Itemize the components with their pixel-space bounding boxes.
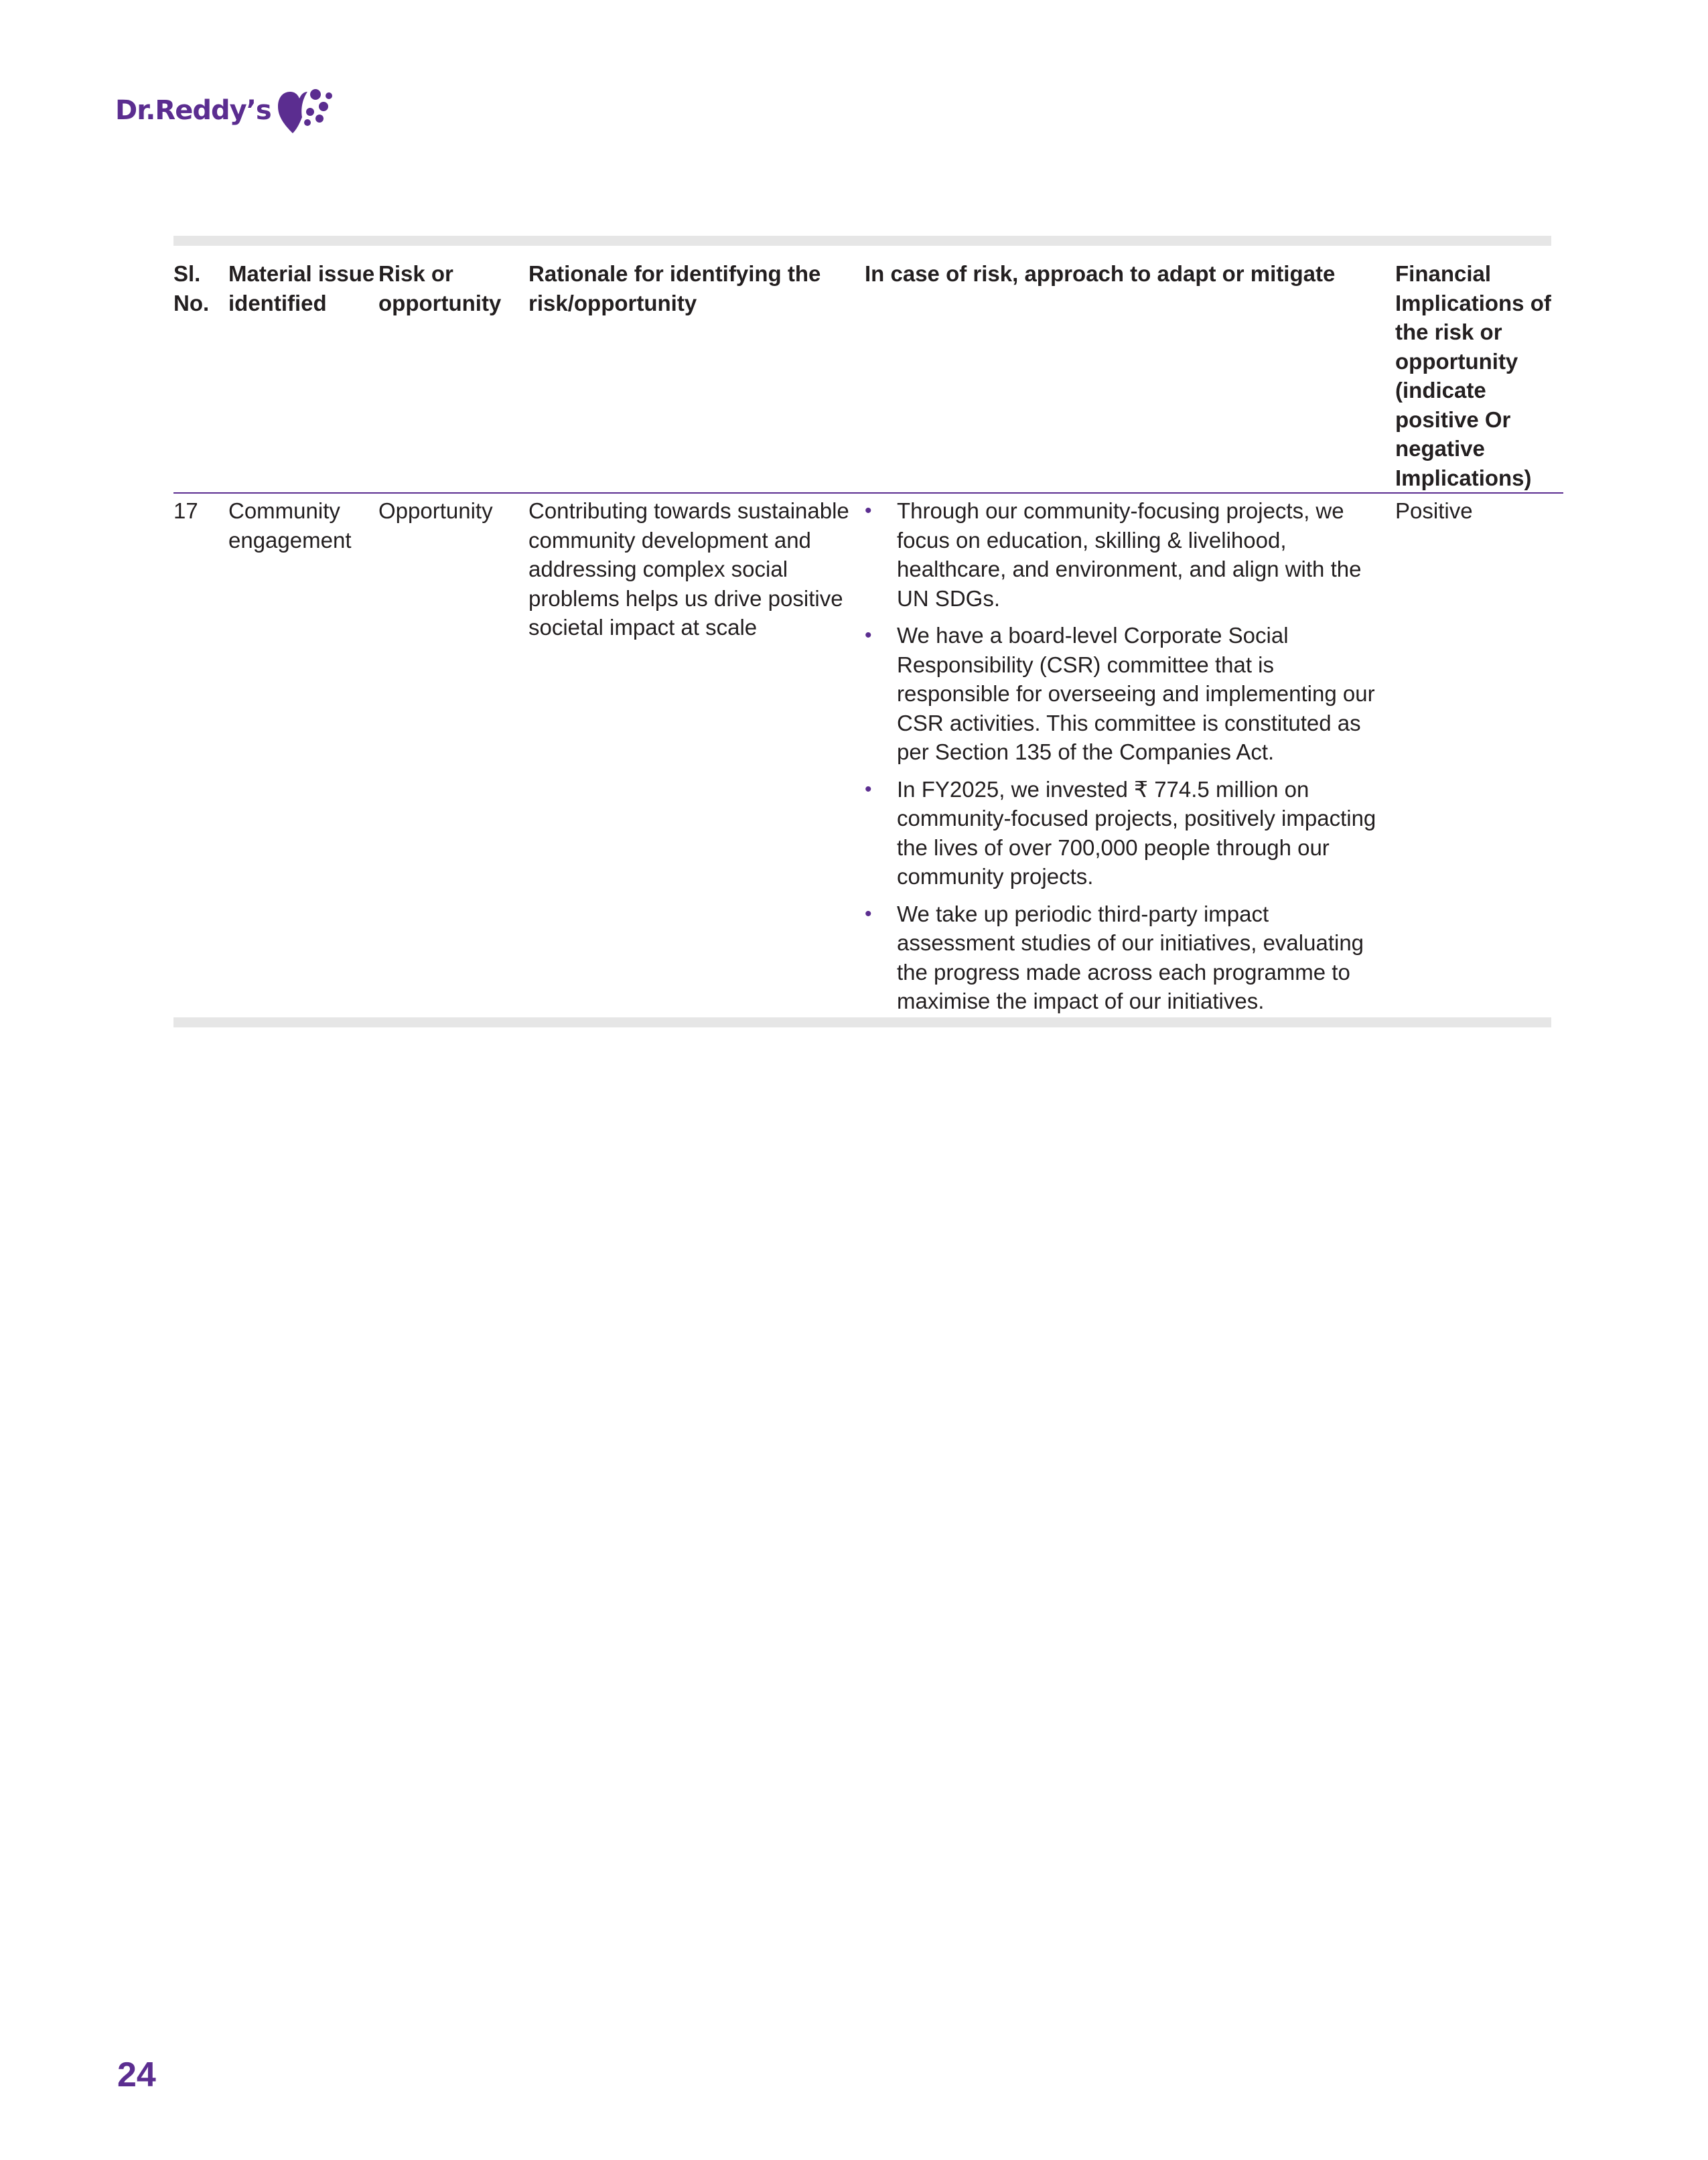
bullet-icon: • (865, 624, 872, 646)
approach-item (865, 621, 1395, 767)
cell-sl-no: 17 (173, 498, 198, 523)
approach-item (865, 496, 1395, 613)
header-approach: In case of risk, approach to adapt or mitigate (865, 246, 1395, 493)
logo-text: Dr.Reddy’s (115, 95, 271, 126)
approach-item (865, 899, 1395, 1016)
cell-financial-implications: Positive (1395, 498, 1473, 523)
header-risk-or-opportunity: Risk or opportunity (378, 246, 528, 493)
material-issues-table (173, 246, 1563, 1017)
header-financial-implications: Financial Implications of the risk or opportunity (indicate positive Or negative Implications) (1395, 246, 1563, 493)
bullet-icon: • (865, 902, 872, 925)
cell-risk-or-opportunity: Opportunity (378, 498, 493, 523)
page-number: 24 (117, 2056, 156, 2094)
approach-item-text: We take up periodic third-party impact assessment studies of our initiatives, evaluating the progress made across each programme to maximise the impact of our initiatives. (897, 901, 1364, 1013)
risk-opportunity-table (173, 236, 1551, 1027)
table-header-row (173, 246, 1563, 493)
logo-heart-icon (277, 86, 333, 135)
approach-list (865, 496, 1395, 1016)
table-top-bar (173, 236, 1551, 246)
approach-item-text: We have a board-level Corporate Social Responsibility (CSR) committee that is responsible for overseeing and implementing our CSR activities. This committee is constituted as per Section 135 of the Companies Act. (897, 623, 1375, 764)
header-rationale: Rationale for identifying the risk/opportunity (528, 246, 865, 493)
header-material-issue: Material issue identified (228, 246, 378, 493)
cell-rationale: Contributing towards sustainable community development and addressing complex social problems helps us drive positive societal impact at scale (528, 498, 849, 640)
approach-item-text: In FY2025, we invested ₹ 774.5 million on community-focused projects, positively impacting the lives of over 700,000 people through our community projects. (897, 776, 1376, 889)
bullet-icon: • (865, 500, 872, 522)
approach-item-text: Through our community-focusing projects, we focus on education, skilling & livelihood, healthcare, and environment, and align with the UN SDGs. (897, 498, 1362, 611)
header-sl-no: Sl. No. (173, 246, 228, 493)
bullet-icon: • (865, 778, 872, 800)
cell-approach (865, 493, 1395, 1017)
approach-item (865, 775, 1395, 891)
company-logo (115, 84, 333, 137)
cell-material-issue: Community engagement (228, 498, 352, 553)
table-bottom-bar (173, 1017, 1551, 1027)
table-row (173, 493, 1563, 1017)
